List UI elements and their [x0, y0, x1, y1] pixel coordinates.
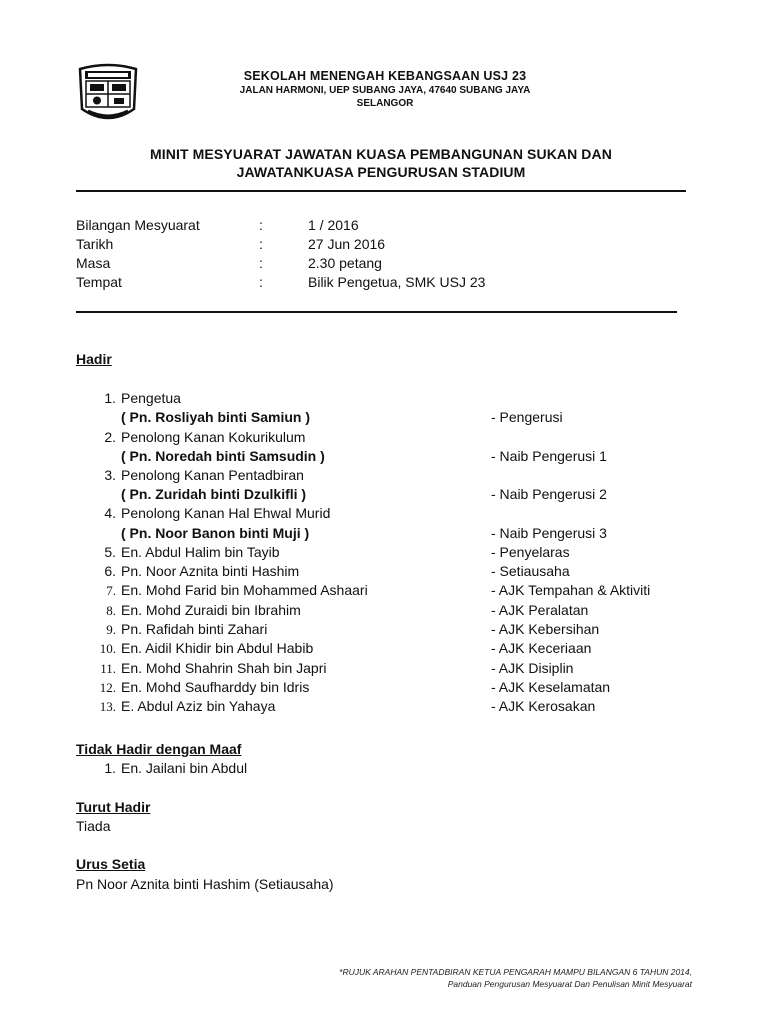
- info-label: Tempat: [76, 274, 122, 290]
- info-separator: :: [259, 274, 263, 290]
- section-heading-urus-setia: Urus Setia: [76, 856, 146, 872]
- item-person: ( Pn. Noredah binti Samsudin ): [121, 448, 325, 464]
- item-name: En. Abdul Halim bin Tayib: [121, 544, 280, 560]
- item-number: 1.: [104, 760, 116, 776]
- item-role: - Naib Pengerusi 2: [491, 486, 607, 502]
- item-name: Penolong Kanan Pentadbiran: [121, 467, 304, 483]
- footnote-line-1: *RUJUK ARAHAN PENTADBIRAN KETUA PENGARAH MAMPU BILANGAN 6 TAHUN 2014,: [339, 967, 692, 977]
- school-name: SEKOLAH MENENGAH KEBANGSAAN USJ 23: [243, 69, 527, 83]
- item-role: - Pengerusi: [491, 409, 563, 425]
- item-number: 6.: [104, 563, 116, 579]
- info-row-tempat: [76, 274, 676, 293]
- info-label: Bilangan Mesyuarat: [76, 217, 200, 233]
- item-name: En. Aidil Khidir bin Abdul Habib: [121, 640, 314, 656]
- item-number: 5.: [104, 544, 116, 560]
- school-state: SELANGOR: [356, 98, 414, 109]
- item-role: - Setiausaha: [491, 563, 570, 579]
- item-role: - AJK Keceriaan: [491, 640, 592, 656]
- item-name: Pn. Noor Aznita binti Hashim: [121, 563, 300, 579]
- divider: [76, 311, 677, 313]
- item-number: 13.: [99, 699, 116, 714]
- info-value: 2.30 petang: [308, 255, 382, 271]
- document-title-line-1: MINIT MESYUARAT JAWATAN KUASA PEMBANGUNAN SUKAN DAN: [150, 146, 612, 162]
- urus-setia-text: Pn Noor Aznita binti Hashim (Setiausaha): [76, 876, 334, 892]
- item-name: Penolong Kanan Kokurikulum: [121, 429, 306, 445]
- list-item: [0, 660, 768, 679]
- section-heading-tidak-hadir: Tidak Hadir dengan Maaf: [76, 741, 242, 757]
- item-role: - AJK Kebersihan: [491, 621, 600, 637]
- item-name: En. Jailani bin Abdul: [121, 760, 248, 776]
- item-number: 7.: [106, 583, 116, 598]
- item-person: ( Pn. Noor Banon binti Muji ): [121, 525, 310, 541]
- divider: [76, 190, 686, 192]
- item-number: 1.: [104, 390, 116, 406]
- item-role: - AJK Tempahan & Aktiviti: [491, 582, 651, 598]
- info-row-tarikh: [76, 236, 676, 255]
- list-item-detail: [0, 409, 768, 428]
- list-item: [0, 679, 768, 698]
- item-role: - AJK Kerosakan: [491, 698, 596, 714]
- list-item: [0, 544, 768, 563]
- section-heading-turut-hadir: Turut Hadir: [76, 799, 151, 815]
- item-number: 12.: [99, 680, 116, 695]
- item-name: Penolong Kanan Hal Ehwal Murid: [121, 505, 331, 521]
- list-item: [0, 698, 768, 717]
- item-role: - Penyelaras: [491, 544, 570, 560]
- school-crest-icon: [76, 63, 140, 125]
- item-role: - AJK Peralatan: [491, 602, 589, 618]
- item-name: En. Mohd Zuraidi bin Ibrahim: [121, 602, 301, 618]
- list-item: [0, 760, 768, 779]
- item-number: 11.: [100, 661, 116, 676]
- info-separator: :: [259, 217, 263, 233]
- school-address: JALAN HARMONI, UEP SUBANG JAYA, 47640 SUBANG JAYA: [239, 85, 531, 96]
- list-item: [0, 429, 768, 448]
- item-name: E. Abdul Aziz bin Yahaya: [121, 698, 276, 714]
- info-label: Masa: [76, 255, 111, 271]
- item-name: En. Mohd Shahrin Shah bin Japri: [121, 660, 327, 676]
- item-number: 4.: [104, 505, 116, 521]
- item-role: - Naib Pengerusi 3: [491, 525, 607, 541]
- item-person: ( Pn. Zuridah binti Dzulkifli ): [121, 486, 307, 502]
- info-value: Bilik Pengetua, SMK USJ 23: [308, 274, 486, 290]
- item-number: 8.: [106, 603, 116, 618]
- item-name: Pengetua: [121, 390, 181, 406]
- info-row-masa: [76, 255, 676, 274]
- item-role: - Naib Pengerusi 1: [491, 448, 607, 464]
- item-name: En. Mohd Saufharddy bin Idris: [121, 679, 310, 695]
- list-item-detail: [0, 448, 768, 467]
- list-item: [0, 602, 768, 621]
- item-role: - AJK Keselamatan: [491, 679, 611, 695]
- info-label: Tarikh: [76, 236, 114, 252]
- info-separator: :: [259, 236, 263, 252]
- item-name: En. Mohd Farid bin Mohammed Ashaari: [121, 582, 368, 598]
- list-item: [0, 621, 768, 640]
- item-number: 3.: [104, 467, 116, 483]
- list-item: [0, 582, 768, 601]
- list-item-detail: [0, 525, 768, 544]
- info-value: 1 / 2016: [308, 217, 359, 233]
- turut-hadir-text: Tiada: [76, 818, 111, 834]
- footnote-line-2: Panduan Pengurusan Mesyuarat Dan Penulisan Minit Mesyuarat: [447, 979, 692, 989]
- info-separator: :: [259, 255, 263, 271]
- list-item-detail: [0, 486, 768, 505]
- item-person: ( Pn. Rosliyah binti Samiun ): [121, 409, 311, 425]
- list-item: [0, 505, 768, 524]
- item-number: 10.: [99, 641, 116, 656]
- list-item: [0, 467, 768, 486]
- item-number: 2.: [104, 429, 116, 445]
- item-name: Pn. Rafidah binti Zahari: [121, 621, 268, 637]
- info-row-bilangan: [76, 217, 676, 236]
- list-item: [0, 563, 768, 582]
- item-number: 9.: [106, 622, 116, 637]
- item-role: - AJK Disiplin: [491, 660, 574, 676]
- list-item: [0, 390, 768, 409]
- info-value: 27 Jun 2016: [308, 236, 386, 252]
- section-heading-hadir: Hadir: [76, 351, 112, 367]
- document-title-line-2: JAWATANKUASA PENGURUSAN STADIUM: [236, 164, 526, 180]
- list-item: [0, 640, 768, 659]
